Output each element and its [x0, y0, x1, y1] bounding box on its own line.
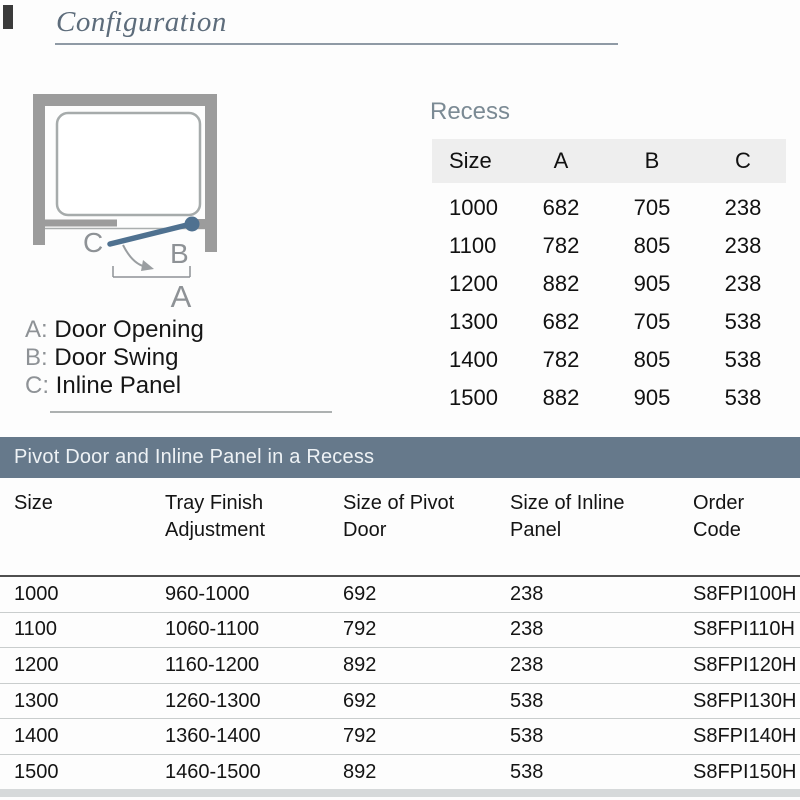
table-cell: S8FPI100H: [693, 582, 797, 605]
table-row: [0, 719, 800, 755]
recess-plan-svg: [30, 90, 290, 320]
table-cell: 238: [510, 618, 544, 641]
column-header: A: [553, 148, 569, 173]
legend-key: C:: [25, 372, 49, 399]
table-cell: 538: [724, 385, 762, 410]
section-header-bar: [0, 437, 800, 478]
legend-text: Door Swing: [54, 344, 179, 371]
table-cell: 682: [542, 195, 580, 220]
diagram-legend: [25, 316, 204, 400]
legend-item-a: [25, 316, 204, 344]
recess-table-title: Recess: [430, 98, 511, 125]
legend-item-c: [25, 372, 204, 400]
table-cell: 238: [724, 233, 762, 258]
legend-key: B:: [25, 344, 48, 371]
table-cell: 782: [542, 347, 580, 372]
spec-table-header: [0, 490, 800, 544]
table-cell: 705: [633, 309, 671, 334]
table-cell: 1060-1100: [165, 618, 260, 641]
table-cell: 1000: [14, 582, 59, 605]
table-cell: 1300: [14, 689, 59, 712]
column-header: Order Code: [693, 492, 745, 541]
table-cell: 238: [510, 653, 544, 676]
table-cell: 538: [510, 689, 544, 712]
table-cell: 1460-1500: [165, 761, 261, 784]
table-cell: 782: [542, 233, 580, 258]
table-cell: 892: [343, 653, 377, 676]
table-cell: 882: [542, 271, 580, 296]
table-cell: 1100: [14, 618, 58, 641]
table-row: [0, 755, 800, 791]
table-cell: 792: [343, 618, 377, 641]
legend-divider: [50, 411, 332, 413]
page-edge-mark: [3, 5, 13, 29]
table-cell: 792: [343, 725, 377, 748]
table-cell: 682: [542, 309, 580, 334]
table-cell: S8FPI120H: [693, 653, 797, 676]
wall-right: [205, 94, 217, 252]
table-row: [0, 613, 800, 649]
table-cell: 692: [343, 582, 377, 605]
column-header: Size of Inline Panel: [510, 492, 625, 541]
table-cell: 960-1000: [165, 582, 250, 605]
table-cell: 905: [633, 271, 671, 296]
column-header: Size: [449, 148, 492, 173]
legend-text: Door Opening: [54, 316, 204, 343]
table-cell: 538: [724, 309, 762, 334]
wall-top: [33, 94, 217, 106]
table-cell: 882: [542, 385, 580, 410]
table-cell: 238: [510, 582, 544, 605]
column-header: C: [735, 148, 751, 173]
page-title: Configuration: [56, 6, 227, 38]
legend-text: Inline Panel: [55, 372, 182, 399]
wall-left: [33, 94, 45, 245]
recess-table-header: [432, 139, 786, 183]
table-row: [0, 577, 800, 613]
table-row: [0, 648, 800, 684]
column-header: B: [644, 148, 660, 173]
table-cell: 805: [633, 233, 671, 258]
table-cell: 538: [510, 725, 544, 748]
diagram-label-c: C: [83, 227, 104, 258]
diagram-label-a: A: [170, 279, 192, 314]
shower-tray: [57, 113, 200, 215]
table-cell: 1200: [449, 271, 498, 296]
table-cell: 538: [724, 347, 762, 372]
table-cell: 705: [633, 195, 671, 220]
table-cell: 1260-1300: [165, 689, 261, 712]
shower-recess-diagram: [30, 90, 290, 320]
table-cell: 692: [343, 689, 377, 712]
table-cell: 1500: [14, 761, 59, 784]
table-cell: 1500: [449, 385, 498, 410]
table-row: [0, 684, 800, 720]
table-cell: S8FPI110H: [693, 618, 795, 641]
pivot-hinge: [185, 217, 200, 232]
legend-item-b: [25, 344, 204, 372]
column-header: Size of Pivot Door: [343, 492, 455, 541]
table-cell: 1300: [449, 309, 498, 334]
column-header: Size: [14, 492, 53, 514]
bottom-section-edge: [0, 789, 800, 797]
table-cell: 1100: [449, 233, 497, 258]
inline-panel-bar: [45, 220, 117, 227]
column-header: Tray Finish Adjustment: [165, 492, 266, 541]
table-cell: 1400: [14, 725, 59, 748]
table-cell: 1000: [449, 195, 498, 220]
recess-table-body: [432, 189, 786, 417]
legend-key: A:: [25, 316, 48, 343]
section-title: Pivot Door and Inline Panel in a Recess: [14, 446, 375, 468]
swing-arrowhead: [141, 260, 154, 271]
table-cell: S8FPI140H: [693, 725, 797, 748]
table-cell: 1200: [14, 653, 59, 676]
table-cell: 1400: [449, 347, 498, 372]
table-cell: 538: [510, 761, 544, 784]
table-cell: S8FPI130H: [693, 689, 797, 712]
diagram-label-b: B: [170, 238, 189, 269]
title-underline: [55, 43, 618, 45]
table-cell: 905: [633, 385, 671, 410]
table-cell: 1160-1200: [165, 653, 260, 676]
table-cell: 892: [343, 761, 377, 784]
table-cell: S8FPI150H: [693, 761, 797, 784]
spec-table-body: [0, 577, 800, 791]
table-cell: 238: [724, 271, 762, 296]
table-cell: 1360-1400: [165, 725, 261, 748]
table-cell: 238: [724, 195, 762, 220]
table-cell: 805: [633, 347, 671, 372]
